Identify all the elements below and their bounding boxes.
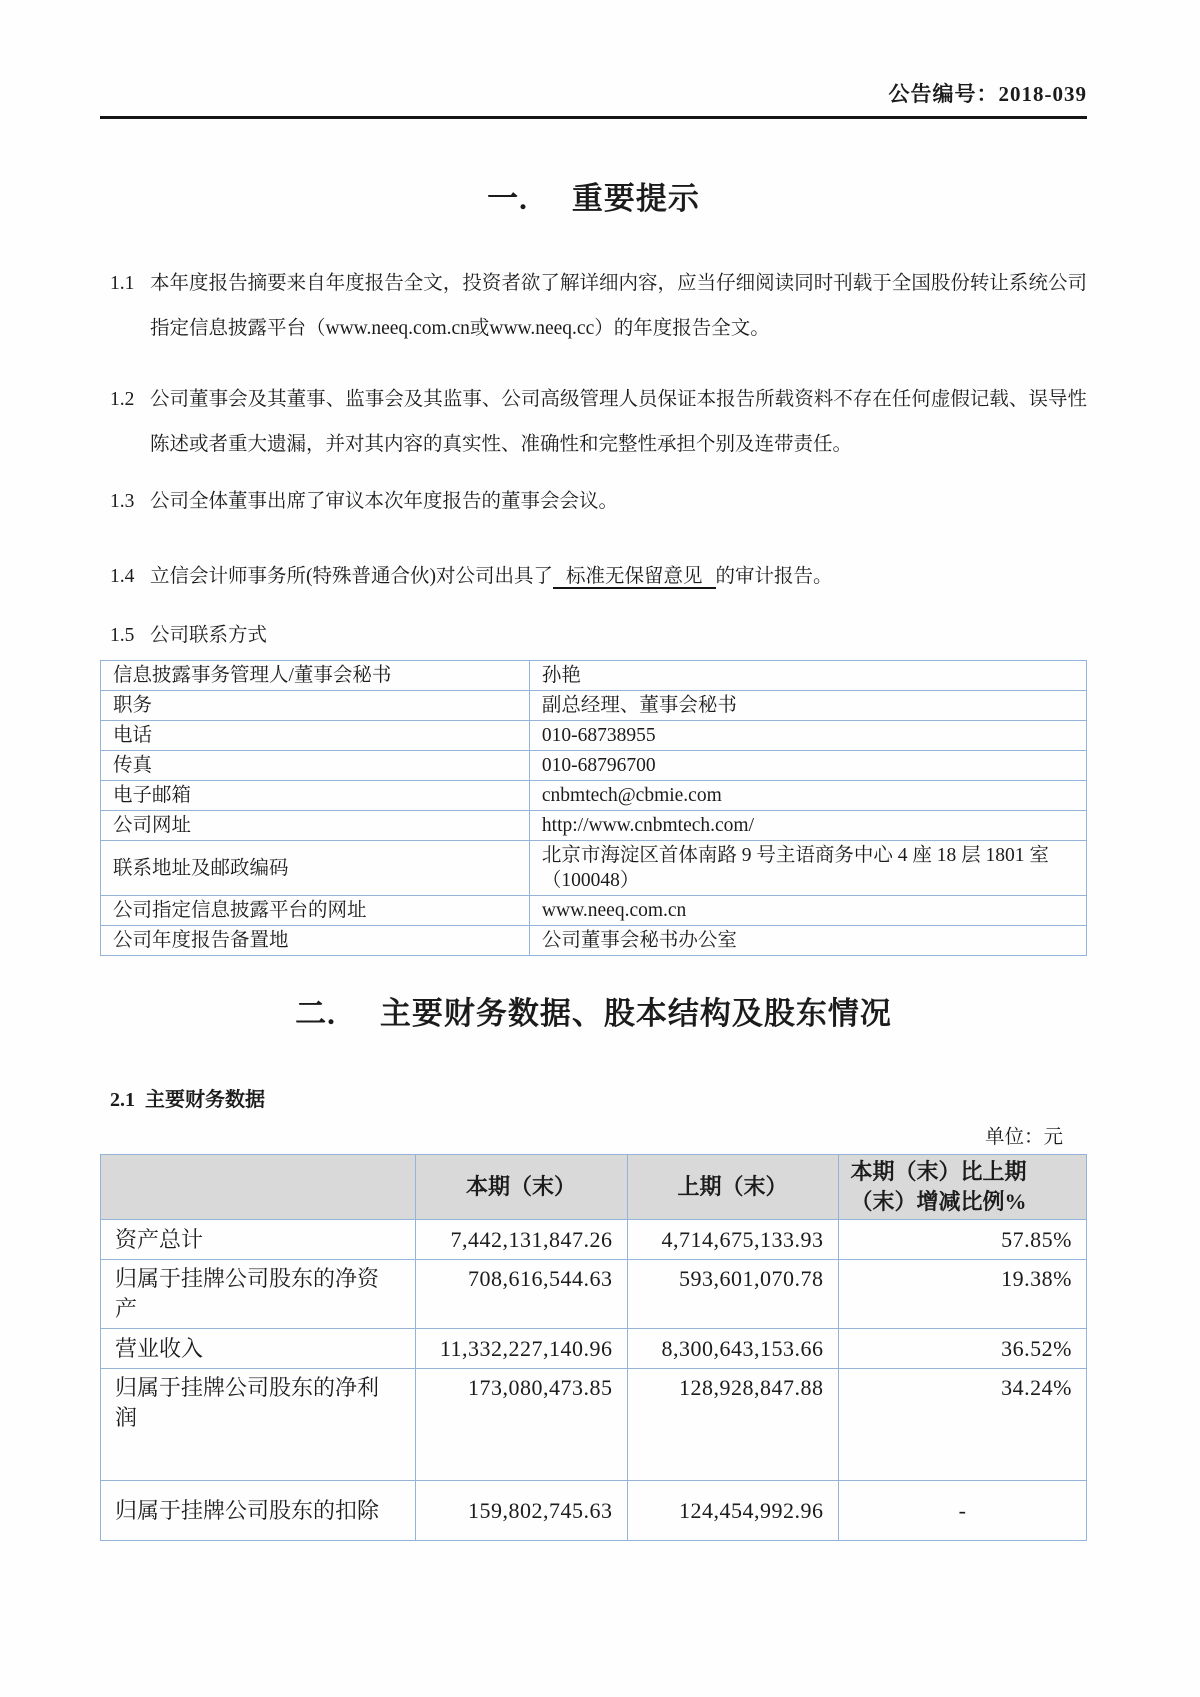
metric-change: 19.38%: [838, 1260, 1086, 1329]
metric-change: 36.52%: [838, 1329, 1086, 1369]
audit-text-before: 立信会计师事务所(特殊普通合伙)对公司出具了: [150, 566, 553, 587]
metric-previous: 128,928,847.88: [627, 1369, 838, 1481]
contact-label: 电子邮箱: [101, 781, 530, 811]
paragraph-text: 公司董事会及其董事、监事会及其监事、公司高级管理人员保证本报告所载资料不存在任何虚假记载、误导性陈述或者重大遗漏，并对其内容的真实性、准确性和完整性承担个别及连带责任。: [150, 389, 1087, 455]
contact-value: 010-68796700: [529, 751, 1086, 781]
contact-label: 公司指定信息披露平台的网址: [101, 896, 530, 926]
table-row: [101, 1220, 1087, 1260]
header-rule: [100, 116, 1087, 119]
section-one-heading: [100, 177, 1087, 221]
paragraph-number: 1.4: [110, 566, 135, 587]
contact-value: 北京市海淀区首体南路 9 号主语商务中心 4 座 18 层 1801 室（100048）: [529, 841, 1086, 896]
table-row: [101, 751, 1087, 781]
contact-value: 孙艳: [529, 661, 1086, 691]
audit-opinion-underlined: 标准无保留意见: [553, 566, 716, 589]
table-row: [101, 721, 1087, 751]
contact-label: 职务: [101, 691, 530, 721]
contact-value: cnbmtech@cbmie.com: [529, 781, 1086, 811]
table-row: [101, 1329, 1087, 1369]
subsection-2-1-heading: [100, 1086, 1087, 1114]
contact-label: 传真: [101, 751, 530, 781]
contact-value: 副总经理、董事会秘书: [529, 691, 1086, 721]
contact-label: 公司网址: [101, 811, 530, 841]
metric-current: 159,802,745.63: [415, 1481, 627, 1541]
table-row: [101, 926, 1087, 956]
paragraph-1-3: [100, 479, 1087, 524]
paragraph-text: [150, 554, 1087, 599]
metric-previous: 124,454,992.96: [627, 1481, 838, 1541]
contact-label: 公司年度报告备置地: [101, 926, 530, 956]
paragraph-text: 公司全体董事出席了审议本次年度报告的董事会会议。: [150, 491, 619, 512]
paragraph-number: 1.5: [110, 625, 135, 646]
subsection-number: 2.1: [110, 1089, 135, 1111]
contact-label: 电话: [101, 721, 530, 751]
table-row: [101, 1369, 1087, 1481]
contact-value: http://www.cnbmtech.com/: [529, 811, 1086, 841]
paragraph-1-2: [100, 377, 1087, 467]
metric-label: 营业收入: [101, 1329, 416, 1369]
header-current-period: 本期（末）: [415, 1155, 627, 1220]
paragraph-1-1: [100, 261, 1087, 351]
header-empty: [101, 1155, 416, 1220]
metric-change: 57.85%: [838, 1220, 1086, 1260]
metric-previous: 8,300,643,153.66: [627, 1329, 838, 1369]
section-two-number: 二.: [295, 996, 336, 1031]
table-row: [101, 896, 1087, 926]
contact-label: 信息披露事务管理人/董事会秘书: [101, 661, 530, 691]
metric-current: 708,616,544.63: [415, 1260, 627, 1329]
section-one-title: 重要提示: [571, 181, 700, 216]
contact-table: [100, 660, 1087, 956]
financial-table: [100, 1154, 1087, 1541]
paragraph-1-5: [100, 613, 1087, 658]
metric-current: 7,442,131,847.26: [415, 1220, 627, 1260]
paragraph-number: 1.1: [110, 273, 135, 294]
paragraph-1-4: [100, 554, 1087, 599]
contact-value: 公司董事会秘书办公室: [529, 926, 1086, 956]
table-row: [101, 691, 1087, 721]
section-one-number: 一.: [487, 181, 528, 216]
paragraph-number: 1.3: [110, 491, 135, 512]
metric-label: 归属于挂牌公司股东的扣除: [101, 1481, 416, 1541]
metric-label: 资产总计: [101, 1220, 416, 1260]
metric-previous: 4,714,675,133.93: [627, 1220, 838, 1260]
metric-current: 11,332,227,140.96: [415, 1329, 627, 1369]
table-row: [101, 781, 1087, 811]
table-row: [101, 1260, 1087, 1329]
header-change-ratio: 本期（末）比上期（末）增减比例%: [838, 1155, 1086, 1220]
contact-value: www.neeq.com.cn: [529, 896, 1086, 926]
table-row: [101, 1481, 1087, 1541]
paragraph-text: 本年度报告摘要来自年度报告全文，投资者欲了解详细内容，应当仔细阅读同时刊载于全国股份转让系统公司指定信息披露平台（www.neeq.com.cn或www.neeq.cc）的年度报告全文。: [150, 273, 1087, 339]
metric-previous: 593,601,070.78: [627, 1260, 838, 1329]
paragraph-number: 1.2: [110, 389, 135, 410]
table-row: [101, 661, 1087, 691]
contact-value: 010-68738955: [529, 721, 1086, 751]
table-row: [101, 841, 1087, 896]
announcement-number: 公告编号：2018-039: [888, 82, 1087, 106]
paragraph-text: 公司联系方式: [150, 625, 268, 646]
section-two-title: 主要财务数据、股本结构及股东情况: [379, 996, 892, 1031]
unit-note: 单位：元: [984, 1127, 1063, 1148]
audit-text-after: 的审计报告。: [715, 566, 833, 587]
table-row: [101, 811, 1087, 841]
metric-label: 归属于挂牌公司股东的净资产: [101, 1260, 416, 1329]
metric-change: 34.24%: [838, 1369, 1086, 1481]
table-header-row: [101, 1155, 1087, 1220]
subsection-title: 主要财务数据: [145, 1089, 265, 1111]
section-two-heading: [100, 992, 1087, 1036]
metric-current: 173,080,473.85: [415, 1369, 627, 1481]
metric-change: -: [838, 1481, 1086, 1541]
contact-label: 联系地址及邮政编码: [101, 841, 530, 896]
header-previous-period: 上期（末）: [627, 1155, 838, 1220]
metric-label: 归属于挂牌公司股东的净利润: [101, 1369, 416, 1481]
